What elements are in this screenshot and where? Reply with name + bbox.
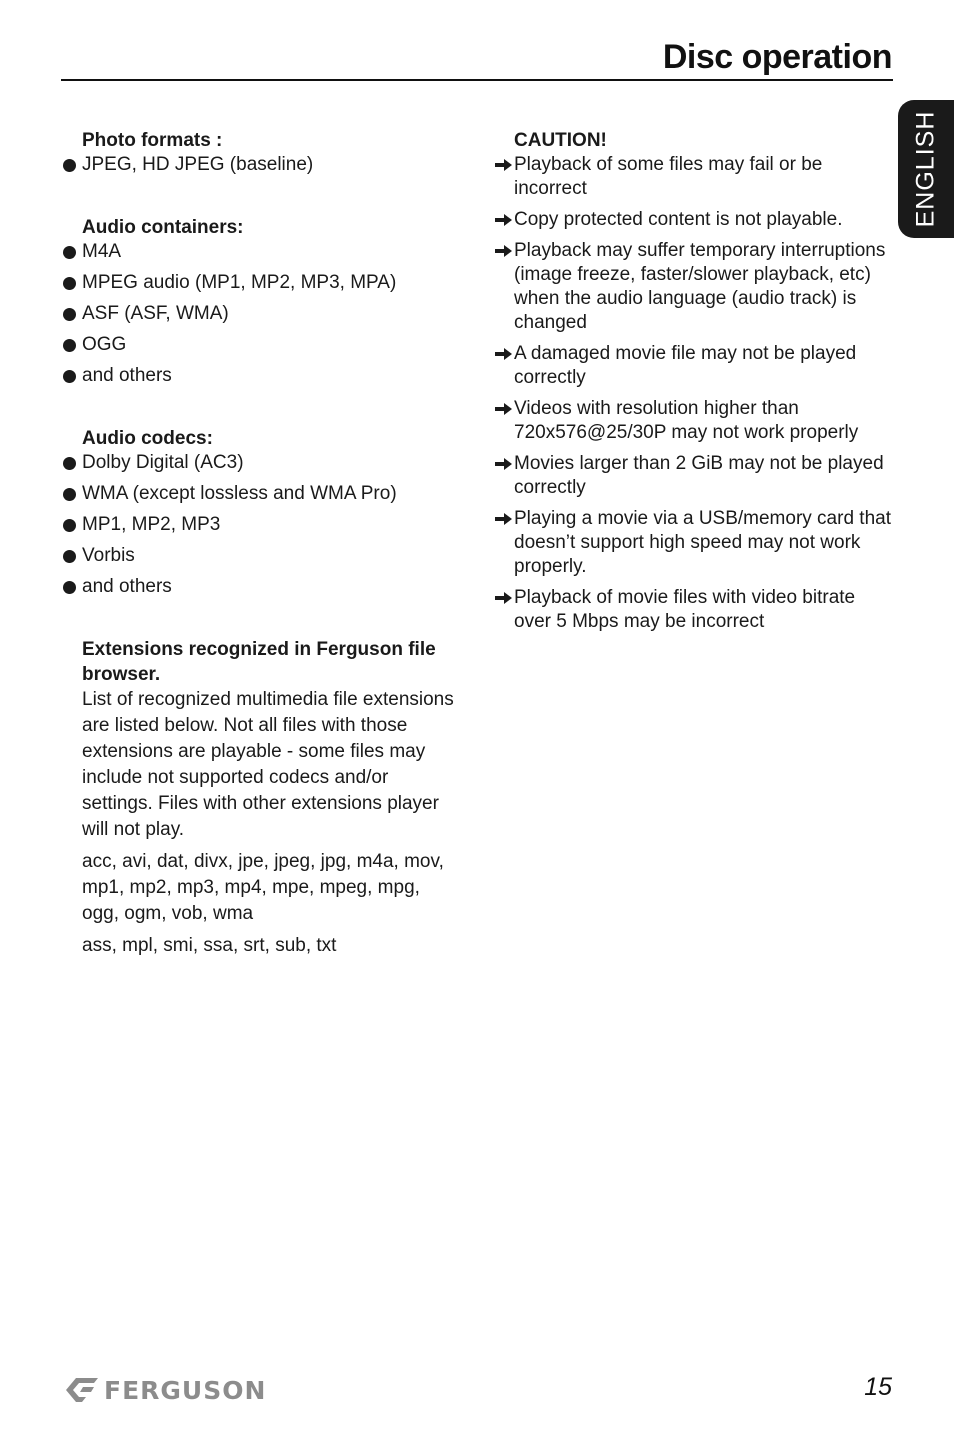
audio-codecs-heading: Audio codecs: [82, 428, 213, 449]
list-item: Videos with resolution higher than 720x576@25/30P may not work properly [494, 397, 894, 445]
list-item: and others [62, 364, 462, 388]
list-item: M4A [62, 240, 462, 264]
page-number: 15 [864, 1373, 892, 1401]
bullet-icon [63, 550, 76, 563]
photo-formats-section [62, 128, 462, 177]
bullet-icon [63, 246, 76, 259]
audio-containers-section [62, 215, 462, 388]
arrow-right-icon [494, 244, 513, 258]
arrow-right-icon [494, 512, 513, 526]
arrow-right-icon [494, 457, 513, 471]
subtitle-extensions-list: ass, mpl, smi, ssa, srt, sub, txt [82, 935, 337, 956]
page-title: Disc operation [662, 38, 892, 76]
bullet-icon [63, 339, 76, 352]
ferguson-logo [64, 1374, 266, 1406]
list-item: and others [62, 575, 462, 599]
list-item: Vorbis [62, 544, 462, 568]
list-item: ASF (ASF, WMA) [62, 302, 462, 326]
list-item: MPEG audio (MP1, MP2, MP3, MPA) [62, 271, 462, 295]
extensions-description: List of recognized multimedia file extensions are listed below. Not all files with those extensions are playable - some files may include not supported codecs and/or settings. Files with other extensions player will not play. [82, 689, 454, 840]
audio-containers-list [62, 240, 462, 388]
arrow-right-icon [494, 158, 513, 172]
bullet-icon [63, 488, 76, 501]
bullet-icon [63, 519, 76, 532]
audio-containers-heading: Audio containers: [82, 217, 244, 238]
list-item: A damaged movie file may not be played correctly [494, 342, 894, 390]
photo-formats-heading: Photo formats : [82, 130, 223, 151]
language-tab-label: ENGLISH [911, 110, 940, 228]
caution-list [494, 153, 894, 634]
audio-codecs-list [62, 451, 462, 599]
arrow-right-icon [494, 347, 513, 361]
extensions-section [62, 637, 462, 959]
list-item: MP1, MP2, MP3 [62, 513, 462, 537]
caution-heading: CAUTION! [514, 130, 607, 151]
arrow-right-icon [494, 402, 513, 416]
list-item: JPEG, HD JPEG (baseline) [62, 153, 462, 177]
list-item: Playing a movie via a USB/memory card that doesn’t support high speed may not work properly. [494, 507, 894, 579]
media-extensions-list: acc, avi, dat, divx, jpe, jpeg, jpg, m4a, mov, mp1, mp2, mp3, mp4, mpe, mpeg, mpg, ogg, ogm, vob, wma [82, 851, 444, 924]
list-item: Copy protected content is not playable. [494, 208, 894, 232]
bullet-icon [63, 581, 76, 594]
bullet-icon [63, 370, 76, 383]
arrow-right-icon [494, 591, 513, 605]
bullet-icon [63, 159, 76, 172]
bullet-icon [63, 457, 76, 470]
ferguson-logo-mark-icon [64, 1376, 100, 1404]
photo-formats-list [62, 153, 462, 177]
left-column [62, 128, 462, 965]
list-item: Dolby Digital (AC3) [62, 451, 462, 475]
language-tab [898, 100, 954, 238]
extensions-heading: Extensions recognized in Ferguson file browser. [82, 639, 436, 685]
right-column [494, 128, 894, 641]
audio-codecs-section [62, 426, 462, 599]
list-item: Playback of some files may fail or be incorrect [494, 153, 894, 201]
list-item: Movies larger than 2 GiB may not be played correctly [494, 452, 894, 500]
list-item: OGG [62, 333, 462, 357]
brand-name: FERGUSON [104, 1375, 267, 1405]
bullet-icon [63, 277, 76, 290]
list-item: Playback of movie files with video bitrate over 5 Mbps may be incorrect [494, 586, 894, 634]
title-divider [61, 79, 893, 81]
list-item: WMA (except lossless and WMA Pro) [62, 482, 462, 506]
bullet-icon [63, 308, 76, 321]
arrow-right-icon [494, 213, 513, 227]
list-item: Playback may suffer temporary interruptions (image freeze, faster/slower playback, etc) when the audio language (audio track) is changed [494, 239, 894, 335]
